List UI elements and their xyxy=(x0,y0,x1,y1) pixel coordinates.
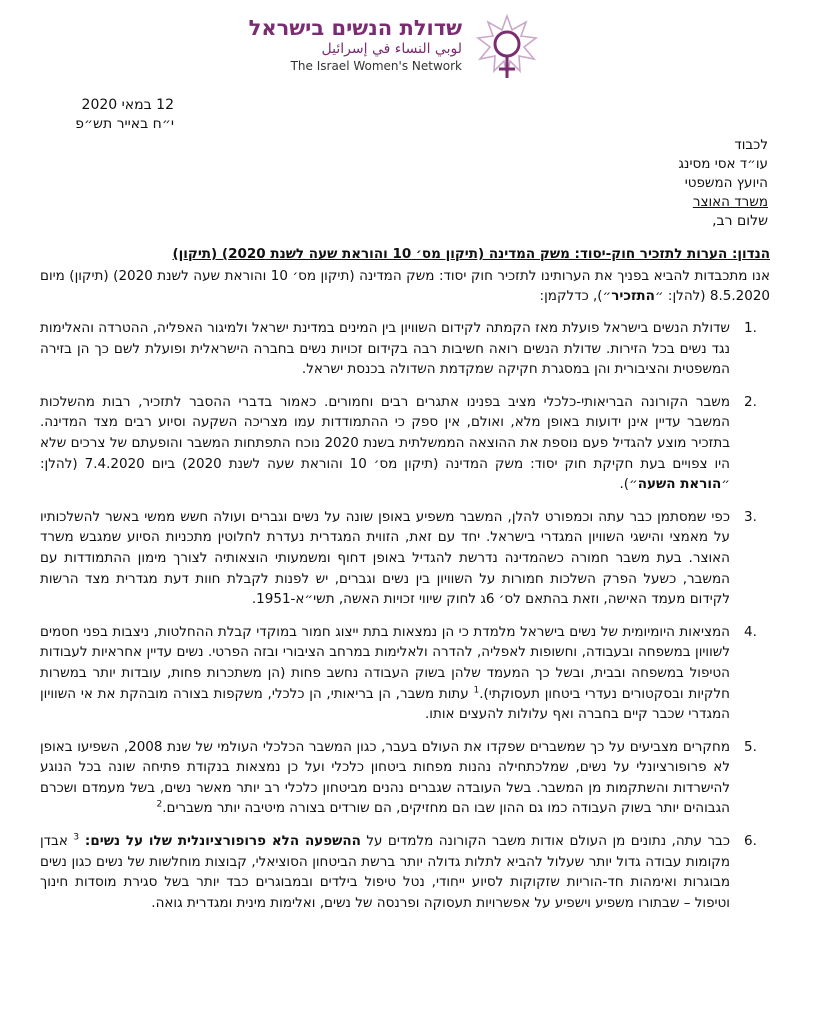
item-number: 4. xyxy=(744,623,757,640)
item-text: המציאות היומיומית של נשים בישראל מלמדת כי הן נמצאות בתת ייצוג חמור במוקדי קבלת ההחלטות, ניצבות בפני חסמים לשוויון במשפחה ובעבודה, וחשופות לאפליה, להדרה ולאלימות במרחב הציבורי ובזה הפרטי. נשים עדיין אחראיות לעבודות הטיפול במשפחה ובבית, ובשל כך המעמד שלהן בשוק העבודה נחשב פחות (הן משתכרות פחות, עובדות יותר במשרות חלקיות ובסקטורים נעדרי ביטחון תעסוקתי). xyxy=(40,623,730,702)
item-text: מחקרים מצביעים על כך שמשברים שפקדו את העולם בעבר, כגון המשבר הכלכלי העולמי של שנת 2008, השפיעו באופן לא פרופורציונלי על נשים, שמלכתחילה נהנות מפחות ביטחון כלכלי ועל כן נמצאות בנקודת פתיחה שונה בכל הנוגע להישרדות והשתקמות מן המשבר. בשל העובדה שגברים נהנים מביטחון כלכלי רב יותר מאשר נשים, בשל מעמדם ושכרם הגבוהים יותר בשוק העבודה כמו גם ההון שבו הם מחזיקים, הם שורדים בצורה מיטיבה יותר משברים. xyxy=(40,738,730,817)
letterhead-text xyxy=(248,16,462,74)
item-bold: ההשפעה הלא פרופורציונלית שלו על נשים xyxy=(90,833,361,850)
subject-line: הנדון: הערות לתזכיר חוק-יסוד: משק המדינה (תיקון מס׳ 10 והוראת שעה לשנת 2020) (תיקון) xyxy=(172,246,770,262)
item-text-c: אבדן מקומות עבודה גדול יותר שעלול להביא לתלות גדולה יותר ברשת הביטחון הסוציאלי, קבוצות מוחלשות של נשים כגון נשים מבוגרות ואימהות חד-הוריות שזקוקות לסיוע ייחודי, נטל טיפול בילדים ובמבוגרים כבד יותר בשל סגירת מוסדות חינוך וטיפול – שבתורו משפיע וישפיע על אפשרויות תעסוקה ופרנסה של נשים, ואלימות מינית ומגדרית גואה. xyxy=(40,833,730,911)
list-item xyxy=(40,318,770,380)
item-text-b: עתות משבר, הן בריאותי, הן כלכלי, משקפות בצורה מובהקת את אי השוויון המגדרי שכבר קיים בחברה ואף עלולות להעצים אותו. xyxy=(40,685,730,723)
footnote-ref[interactable]: 3 xyxy=(73,832,80,843)
star-venus-logo-icon xyxy=(474,14,540,84)
item-number: 2. xyxy=(744,393,757,410)
recipient-block xyxy=(678,136,768,212)
item-text: שדולת הנשים בישראל פועלת מאז הקמתה לקידום השוויון בין המינים במדינת ישראל ולמיגור האפליה, ההטרדה והאלימות נגד נשים בכל הזירות. שדולת הנשים רואה חשיבות רבה בקידום זכויות נשים בחברה הישראלית ופועלת לשם כך הן בזירה המשפטית והציבורית והן במסגרת חקיקה שמקדמת השדולה בכנסת ישראל. xyxy=(40,320,730,378)
item-number: 5. xyxy=(744,738,757,755)
recipient-line-1: לכבוד xyxy=(734,137,768,153)
item-number: 6. xyxy=(744,833,757,850)
org-name-arabic: لوبي النساء في إسرائيل xyxy=(321,41,462,57)
recipient-line-3: היועץ המשפטי xyxy=(684,175,768,191)
recipient-line-2: עו״ד אסי מסינג xyxy=(678,156,768,172)
list-item xyxy=(40,737,770,819)
letter-date xyxy=(75,96,174,134)
list-item xyxy=(40,622,770,725)
item-text: משבר הקורונה הבריאותי-כלכלי מציב בפנינו אתגרים רבים וחמורים. כאמור בדברי ההסבר לתזכיר, רבות מהשלכות המשבר עדיין אינן ידועות באופן מלא, ואולם, אין ספק כי ההתמודדות עמו מצריכה השקעה וסיוע רבים מצד המדינה. בתזכיר מוצע להגדיל פעם נוספת את ההוצאה הממשלתית בשנת 2020 נוכח התפתחות המשבר והופעתם של צרכים שלא היו צפויים בעת חקיקת חוק יסוד: משק המדינה (תיקון מס׳ 10 והוראת שעה לשנת 2020) ביום 7.4.2020 (להלן: ״ xyxy=(40,393,730,493)
org-name-hebrew: שדולת הנשים בישראל xyxy=(248,16,462,40)
intro-bold: התזכיר xyxy=(611,288,655,304)
intro-text-b: ״), כדלקמן: xyxy=(539,288,612,304)
footnote-ref[interactable]: 1 xyxy=(473,685,480,695)
intro-paragraph xyxy=(40,266,770,306)
item-number: 1. xyxy=(744,320,757,336)
item-text: כבר עתה, נתונים מן העולם אודות משבר הקורונה מלמדים על xyxy=(360,833,731,850)
date-hebrew: י״ח באייר תש״פ xyxy=(75,116,174,132)
item-text-b: : xyxy=(79,833,91,850)
intro-text-a: אנו מתכבדות להביא בפניך את הערותינו לתזכיר חוק יסוד: משק המדינה (תיקון מס׳ 10 והוראת שעה לשנת 2020) (תיקון) מיום 8.5.2020 (להלן: ״ xyxy=(40,268,770,304)
list-item xyxy=(40,831,770,913)
letterhead xyxy=(248,14,540,84)
list-item xyxy=(40,507,770,610)
item-text: כפי שמסתמן כבר עתה וכמפורט להלן, המשבר משפיע באופן שונה על נשים וגברים ועולה חשש ממשי באשר להשלכותיו על מאמצי והישגי השוויון המגדרי בישראל. יחד עם זאת, הזווית המגדרית נעדרת לחלוטין מתכניות הסיוע שמגבש משרד האוצר. בעת משבר חמורה כשהמדינה נדרשת להגדיל באופן דחוף ומשמעותי הוצאותיה לצורך מימון ההתמודדות עם המשבר, כשעל הפרק השלכות חמורות על השוויון בין נשים וגברים, יש לפנות לקבלת חוות דעת מגדרית מצד הרשות לקידום מעמד האישה, וזאת בהתאם לס׳ 6ג לחוק שיווי זכויות האשה, תשי״א-1951. xyxy=(40,508,730,608)
greeting: שלום רב, xyxy=(712,213,768,229)
numbered-list xyxy=(40,318,770,925)
item-text-b: ״). xyxy=(619,476,638,493)
date-gregorian: 12 במאי 2020 xyxy=(81,97,174,113)
recipient-line-4: משרד האוצר xyxy=(692,194,768,210)
org-name-english: The Israel Women's Network xyxy=(290,59,462,73)
footnote-ref[interactable]: 2 xyxy=(156,799,163,810)
item-number: 3. xyxy=(744,508,757,525)
list-item xyxy=(40,392,770,495)
item-bold: הוראת השעה xyxy=(637,476,722,493)
